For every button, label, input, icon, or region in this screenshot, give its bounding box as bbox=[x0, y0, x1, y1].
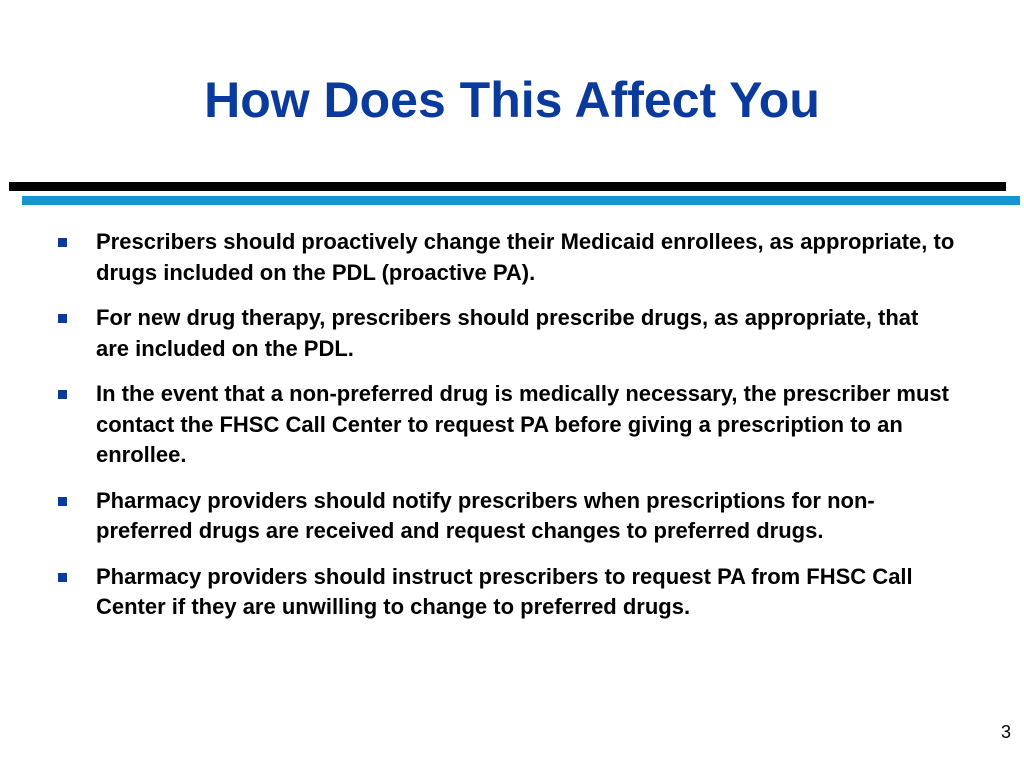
bullet-text: Pharmacy providers should instruct prescribers to request PA from FHSC Call Center if they are unwilling to change to preferred drugs. bbox=[96, 563, 913, 619]
bullet-text: For new drug therapy, prescribers should prescribe drugs, as appropriate, that are included on the PDL. bbox=[96, 305, 919, 361]
square-bullet-icon bbox=[58, 573, 67, 582]
bullet-text: Prescribers should proactively change their Medicaid enrollees, as appropriate, to drugs included on the PDL (proactive PA). bbox=[96, 229, 955, 285]
page-number: 3 bbox=[1000, 722, 1011, 742]
square-bullet-icon bbox=[58, 497, 67, 506]
slide-title: How Does This Affect You bbox=[204, 72, 820, 128]
bullet-item bbox=[55, 379, 955, 471]
square-bullet-icon bbox=[58, 238, 67, 247]
bullet-item bbox=[55, 227, 955, 288]
bullet-list bbox=[55, 227, 955, 638]
bullet-item bbox=[55, 303, 955, 364]
bullet-item bbox=[55, 486, 955, 547]
square-bullet-icon bbox=[58, 314, 67, 323]
title-divider-blue bbox=[22, 196, 1020, 205]
bullet-text: In the event that a non-preferred drug is medically necessary, the prescriber must contact the FHSC Call Center to request PA before giving a prescription to an enrollee. bbox=[96, 381, 949, 467]
title-divider-black bbox=[9, 182, 1006, 191]
bullet-text: Pharmacy providers should notify prescribers when prescriptions for non-preferred drugs are received and request changes to preferred drugs. bbox=[96, 487, 875, 543]
bullet-item bbox=[55, 562, 955, 623]
square-bullet-icon bbox=[58, 390, 67, 399]
